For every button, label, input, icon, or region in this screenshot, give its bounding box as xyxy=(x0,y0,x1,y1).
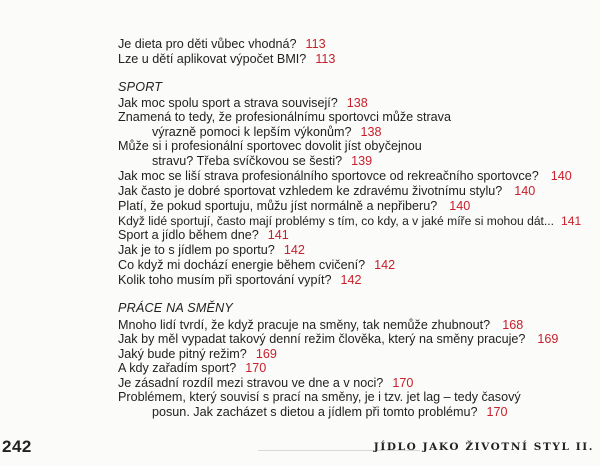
toc-entry xyxy=(118,361,266,376)
toc-entry xyxy=(118,214,581,229)
toc-entry-page: 138 xyxy=(346,96,368,110)
toc-entry-text: Jak moc se liší strava profesionálního sportovce od rekreačního sportovce? xyxy=(118,169,539,183)
toc-entry-page: 140 xyxy=(514,184,536,198)
toc-entry-text: Znamená to tedy, že profesionálnímu sportovci může strava xyxy=(118,110,451,124)
toc-entry-text: Sport a jídlo během dne? xyxy=(118,228,259,242)
toc-entry-page: 141 xyxy=(267,228,289,242)
toc-entry-page: 142 xyxy=(283,243,305,257)
toc-entry-text: Když lidé sportují, často mají problémy s tím, co kdy, a v jaké míře si mohou dát... xyxy=(118,214,554,228)
page-number: 242 xyxy=(2,437,32,456)
toc-entry xyxy=(118,228,289,243)
running-title: JÍDLO JAKO ŽIVOTNÍ STYL II. xyxy=(373,441,594,453)
toc-entry xyxy=(118,169,572,184)
toc-entry-text: Jaký bude pitný režim? xyxy=(118,347,247,361)
toc-entry-text: A kdy zařadím sport? xyxy=(118,361,237,375)
toc-entry-page: 140 xyxy=(449,199,471,213)
toc-entry-page: 139 xyxy=(351,154,373,168)
toc-entry-text: Jak by měl vypadat takový denní režim člověka, který na směny pracuje? xyxy=(118,332,526,346)
toc-entry-continuation xyxy=(152,154,372,169)
toc-entry xyxy=(118,243,305,258)
toc-entry xyxy=(118,332,558,347)
toc-entry-text: Jak je to s jídlem po sportu? xyxy=(118,243,275,257)
section-heading-sport: SPORT xyxy=(118,80,163,94)
toc-entry-page: 113 xyxy=(305,37,326,51)
section-heading-shift-work: PRÁCE NA SMĚNY xyxy=(118,301,233,315)
toc-entry-page: 113 xyxy=(315,52,336,66)
toc-entry-page: 170 xyxy=(486,405,508,419)
toc-entry-text: Co když mi dochází energie během cvičení? xyxy=(118,258,366,272)
toc-entry-text: Platí, že pokud sportuju, můžu jíst normálně a nepřiberu? xyxy=(118,199,438,213)
toc-entry-page: 169 xyxy=(537,332,559,346)
toc-entry-text: Problémem, který souvisí s prací na směny, je i tzv. jet lag – tedy časový xyxy=(118,390,521,404)
toc-entry-text: Může si i profesionální sportovec dovolit jíst obyčejnou xyxy=(118,139,422,153)
toc-entry xyxy=(118,110,451,125)
toc-entry xyxy=(118,273,362,288)
toc-entry-text: Jak často je dobré sportovat vzhledem ke zdravému životnímu stylu? xyxy=(118,184,503,198)
toc-entry xyxy=(118,184,535,199)
toc-entry-text: Jak moc spolu sport a strava souvisejí? xyxy=(118,96,338,110)
toc-entry-page: 168 xyxy=(502,318,524,332)
toc-entry-text: posun. Jak zacházet s dietou a jídlem při tomto problému? xyxy=(152,405,478,419)
toc-entry xyxy=(118,37,326,52)
toc-entry-page: 142 xyxy=(340,273,362,287)
toc-entry-text: Je dieta pro děti vůbec vhodná? xyxy=(118,37,297,51)
toc-entry xyxy=(118,96,368,111)
toc-entry-continuation xyxy=(152,125,382,140)
toc-entry xyxy=(118,390,521,405)
toc-entry-page: 170 xyxy=(392,376,414,390)
toc-entry-text: stravu? Třeba svíčkovou se šesti? xyxy=(152,154,343,168)
toc-entry xyxy=(118,258,395,273)
toc-entry-text: výrazně pomoci k lepším výkonům? xyxy=(152,125,352,139)
toc-entry xyxy=(118,52,335,67)
toc-entry-text: Mnoho lidí tvrdí, že když pracuje na směny, tak nemůže zhubnout? xyxy=(118,318,491,332)
toc-entry-continuation xyxy=(152,405,508,420)
toc-entry-text: Lze u dětí aplikovat výpočet BMI? xyxy=(118,52,307,66)
toc-entry-page: 138 xyxy=(360,125,382,139)
toc-entry-text: Je zásadní rozdíl mezi stravou ve dne a v noci? xyxy=(118,376,384,390)
toc-entry xyxy=(118,347,277,362)
toc-entry-page: 169 xyxy=(255,347,277,361)
toc-entry xyxy=(118,139,422,154)
toc-entry-text: Kolik toho musím při sportování vypít? xyxy=(118,273,332,287)
toc-entry xyxy=(118,376,413,391)
toc-entry-page: 140 xyxy=(550,169,572,183)
toc-entry xyxy=(118,318,523,333)
toc-entry-page: 142 xyxy=(374,258,396,272)
toc-entry-page: 141 xyxy=(561,214,582,228)
toc-entry-page: 170 xyxy=(245,361,267,375)
toc-entry xyxy=(118,199,470,214)
